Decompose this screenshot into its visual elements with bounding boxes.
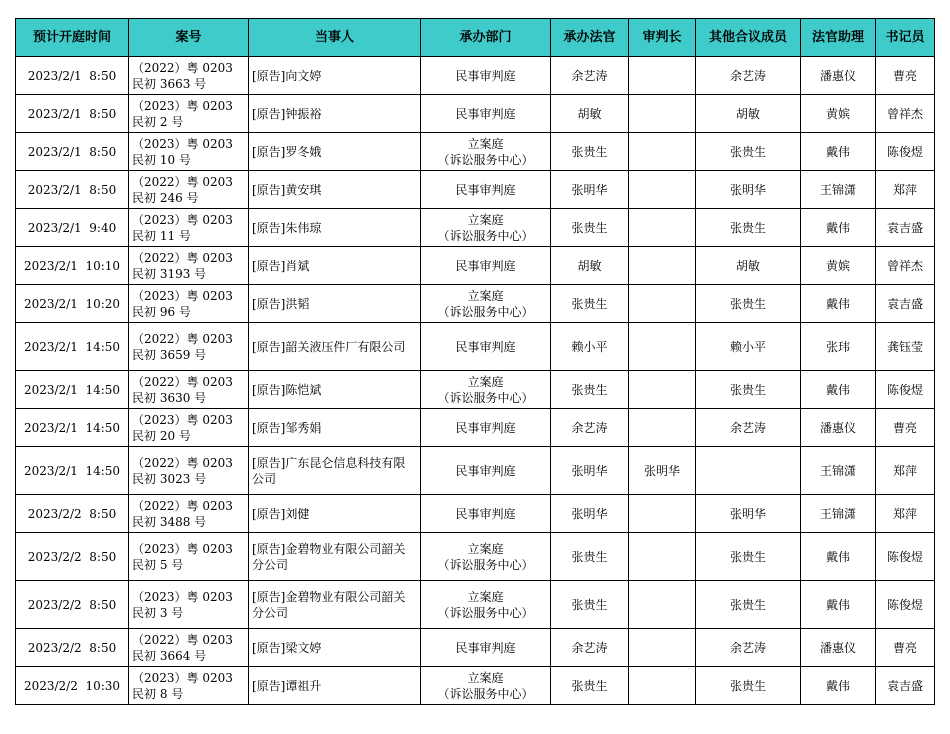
clerk-cell: 袁吉盛 [876,667,935,705]
party-cell: [原告]刘健 [249,495,421,533]
case-number-line-1: （2023）粤 0203 [132,98,233,113]
department-cell [421,409,551,447]
panel-members-cell: 张贵生 [696,285,801,323]
judge-assistant-cell: 戴伟 [801,533,876,581]
department-line-1: 民事审判庭 [455,640,516,655]
case-number-line-1: （2023）粤 0203 [132,589,233,604]
department-cell [421,533,551,581]
judge-assistant-cell: 潘惠仪 [801,629,876,667]
judge-assistant-cell: 戴伟 [801,285,876,323]
judge-assistant-cell: 戴伟 [801,371,876,409]
judge-cell: 张贵生 [551,667,629,705]
department-line-1: 民事审判庭 [455,68,516,83]
department-line-1: 立案庭 [467,541,504,556]
panel-members-cell: 张明华 [696,171,801,209]
table-row [16,629,935,667]
presiding-judge-cell: 张明华 [629,447,696,495]
judge-assistant-cell: 戴伟 [801,209,876,247]
department-line-1: 民事审判庭 [455,182,516,197]
case-number-cell [129,371,249,409]
hearing-time-cell: 2023/2/2 8:50 [16,581,129,629]
judge-cell: 张贵生 [551,533,629,581]
hearing-time-cell: 2023/2/2 8:50 [16,533,129,581]
party-cell: [原告]梁文婷 [249,629,421,667]
judge-assistant-cell: 戴伟 [801,667,876,705]
case-number-cell [129,57,249,95]
clerk-cell: 郑萍 [876,171,935,209]
table-row [16,323,935,371]
case-number-cell [129,133,249,171]
case-number-cell [129,581,249,629]
department-cell [421,629,551,667]
hearing-time-cell: 2023/2/1 8:50 [16,95,129,133]
panel-members-cell: 张明华 [696,495,801,533]
presiding-judge-cell [629,209,696,247]
case-number-line-1: （2023）粤 0203 [132,212,233,227]
table-row [16,285,935,323]
department-line-2: （诉讼服务中心） [437,390,534,405]
presiding-judge-cell [629,629,696,667]
presiding-judge-cell [629,323,696,371]
header-panel-members: 其他合议成员 [696,19,801,57]
panel-members-cell: 张贵生 [696,581,801,629]
header-department: 承办部门 [421,19,551,57]
presiding-judge-cell [629,171,696,209]
clerk-cell: 郑萍 [876,495,935,533]
panel-members-cell: 胡敏 [696,95,801,133]
presiding-judge-cell [629,57,696,95]
department-line-1: 立案庭 [467,136,504,151]
judge-cell: 胡敏 [551,247,629,285]
presiding-judge-cell [629,581,696,629]
case-number-line-1: （2022）粤 0203 [132,455,233,470]
judge-assistant-cell: 黄嫔 [801,247,876,285]
case-number-line-1: （2023）粤 0203 [132,541,233,556]
case-number-line-1: （2023）粤 0203 [132,670,233,685]
judge-cell: 张贵生 [551,285,629,323]
department-cell [421,323,551,371]
case-number-line-2: 民初 96 号 [132,304,191,319]
case-number-line-1: （2022）粤 0203 [132,60,233,75]
panel-members-cell: 胡敏 [696,247,801,285]
hearing-time-cell: 2023/2/1 14:50 [16,371,129,409]
hearing-time-cell: 2023/2/2 8:50 [16,495,129,533]
department-line-1: 民事审判庭 [455,106,516,121]
table-row [16,57,935,95]
department-line-2: （诉讼服务中心） [437,304,534,319]
clerk-cell: 陈俊煜 [876,581,935,629]
party-cell: [原告]肖斌 [249,247,421,285]
clerk-cell: 袁吉盛 [876,285,935,323]
case-number-line-2: 民初 3630 号 [132,390,207,405]
judge-cell: 胡敏 [551,95,629,133]
case-number-cell [129,247,249,285]
case-number-line-2: 民初 5 号 [132,557,184,572]
presiding-judge-cell [629,247,696,285]
department-line-2: （诉讼服务中心） [437,605,534,620]
case-number-line-1: （2022）粤 0203 [132,331,233,346]
judge-cell: 张明华 [551,171,629,209]
case-number-line-2: 民初 3663 号 [132,76,207,91]
clerk-cell: 陈俊煜 [876,371,935,409]
judge-cell: 余艺涛 [551,57,629,95]
clerk-cell: 陈俊煜 [876,133,935,171]
panel-members-cell: 张贵生 [696,371,801,409]
presiding-judge-cell [629,285,696,323]
clerk-cell: 曾祥杰 [876,95,935,133]
case-number-cell [129,209,249,247]
department-cell [421,133,551,171]
table-row [16,581,935,629]
case-number-line-2: 民初 3488 号 [132,514,207,529]
case-number-cell [129,447,249,495]
case-number-cell [129,495,249,533]
department-line-1: 民事审判庭 [455,506,516,521]
party-cell: [原告]金碧物业有限公司韶关分公司 [249,581,421,629]
header-presiding-judge: 审判长 [629,19,696,57]
clerk-cell: 龚钰莹 [876,323,935,371]
case-number-line-2: 民初 3 号 [132,605,184,620]
table-row [16,133,935,171]
department-line-2: （诉讼服务中心） [437,228,534,243]
panel-members-cell [696,447,801,495]
case-number-line-1: （2022）粤 0203 [132,250,233,265]
clerk-cell: 郑萍 [876,447,935,495]
panel-members-cell: 张贵生 [696,533,801,581]
case-number-line-2: 民初 2 号 [132,114,184,129]
department-cell [421,667,551,705]
judge-assistant-cell: 潘惠仪 [801,57,876,95]
case-number-cell [129,171,249,209]
presiding-judge-cell [629,533,696,581]
case-number-cell [129,323,249,371]
judge-assistant-cell: 潘惠仪 [801,409,876,447]
judge-cell: 赖小平 [551,323,629,371]
panel-members-cell: 余艺涛 [696,629,801,667]
party-cell: [原告]钟振裕 [249,95,421,133]
header-case-number: 案号 [129,19,249,57]
panel-members-cell: 赖小平 [696,323,801,371]
clerk-cell: 陈俊煜 [876,533,935,581]
clerk-cell: 曹亮 [876,629,935,667]
panel-members-cell: 余艺涛 [696,409,801,447]
department-cell [421,447,551,495]
hearing-schedule-table [15,18,935,705]
department-cell [421,371,551,409]
party-cell: [原告]谭祖升 [249,667,421,705]
party-cell: [原告]邹秀娟 [249,409,421,447]
department-line-2: （诉讼服务中心） [437,557,534,572]
hearing-time-cell: 2023/2/2 10:30 [16,667,129,705]
party-cell: [原告]广东昆仑信息科技有限公司 [249,447,421,495]
department-cell [421,57,551,95]
party-cell: [原告]朱伟琼 [249,209,421,247]
department-line-1: 立案庭 [467,589,504,604]
judge-cell: 张明华 [551,447,629,495]
party-cell: [原告]韶关液压件厂有限公司 [249,323,421,371]
presiding-judge-cell [629,371,696,409]
party-cell: [原告]洪韬 [249,285,421,323]
judge-assistant-cell: 王锦潇 [801,495,876,533]
clerk-cell: 曹亮 [876,409,935,447]
department-line-2: （诉讼服务中心） [437,152,534,167]
department-line-1: 立案庭 [467,670,504,685]
table-row [16,371,935,409]
case-number-line-2: 民初 3664 号 [132,648,207,663]
panel-members-cell: 张贵生 [696,667,801,705]
judge-cell: 张贵生 [551,371,629,409]
table-row [16,667,935,705]
case-number-cell [129,667,249,705]
panel-members-cell: 余艺涛 [696,57,801,95]
department-line-2: （诉讼服务中心） [437,686,534,701]
case-number-line-1: （2022）粤 0203 [132,174,233,189]
hearing-time-cell: 2023/2/1 8:50 [16,171,129,209]
department-line-1: 民事审判庭 [455,339,516,354]
case-number-line-2: 民初 3023 号 [132,471,207,486]
header-party: 当事人 [249,19,421,57]
presiding-judge-cell [629,95,696,133]
department-cell [421,581,551,629]
hearing-time-cell: 2023/2/1 9:40 [16,209,129,247]
judge-assistant-cell: 戴伟 [801,581,876,629]
case-number-line-2: 民初 3193 号 [132,266,207,281]
table-row [16,209,935,247]
hearing-time-cell: 2023/2/1 10:20 [16,285,129,323]
header-row [16,19,935,57]
department-cell [421,209,551,247]
table-row [16,247,935,285]
department-cell [421,285,551,323]
table-row [16,171,935,209]
party-cell: [原告]陈恺斌 [249,371,421,409]
case-number-cell [129,285,249,323]
case-number-cell [129,409,249,447]
judge-cell: 张贵生 [551,209,629,247]
case-number-cell [129,533,249,581]
judge-cell: 张明华 [551,495,629,533]
department-cell [421,247,551,285]
table-row [16,409,935,447]
case-number-line-1: （2022）粤 0203 [132,632,233,647]
department-cell [421,495,551,533]
table-row [16,95,935,133]
case-number-line-1: （2023）粤 0203 [132,136,233,151]
clerk-cell: 曹亮 [876,57,935,95]
hearing-time-cell: 2023/2/1 14:50 [16,409,129,447]
presiding-judge-cell [629,667,696,705]
judge-assistant-cell: 戴伟 [801,133,876,171]
hearing-time-cell: 2023/2/1 14:50 [16,323,129,371]
department-line-1: 民事审判庭 [455,420,516,435]
party-cell: [原告]黄安琪 [249,171,421,209]
panel-members-cell: 张贵生 [696,133,801,171]
panel-members-cell: 张贵生 [696,209,801,247]
clerk-cell: 曾祥杰 [876,247,935,285]
presiding-judge-cell [629,495,696,533]
judge-assistant-cell: 张玮 [801,323,876,371]
hearing-time-cell: 2023/2/1 14:50 [16,447,129,495]
case-number-line-1: （2023）粤 0203 [132,412,233,427]
judge-cell: 张贵生 [551,133,629,171]
case-number-cell [129,629,249,667]
case-number-line-2: 民初 8 号 [132,686,184,701]
judge-cell: 余艺涛 [551,409,629,447]
case-number-line-1: （2023）粤 0203 [132,288,233,303]
case-number-line-2: 民初 246 号 [132,190,199,205]
party-cell: [原告]向文婷 [249,57,421,95]
hearing-time-cell: 2023/2/1 10:10 [16,247,129,285]
judge-assistant-cell: 王锦潇 [801,171,876,209]
header-hearing-time: 预计开庭时间 [16,19,129,57]
department-line-1: 民事审判庭 [455,258,516,273]
case-number-line-2: 民初 3659 号 [132,347,207,362]
header-judge-assistant: 法官助理 [801,19,876,57]
department-line-1: 民事审判庭 [455,463,516,478]
department-line-1: 立案庭 [467,288,504,303]
case-number-line-2: 民初 10 号 [132,152,191,167]
hearing-time-cell: 2023/2/2 8:50 [16,629,129,667]
header-judge: 承办法官 [551,19,629,57]
case-number-line-2: 民初 11 号 [132,228,191,243]
table-row [16,495,935,533]
case-number-cell [129,95,249,133]
presiding-judge-cell [629,409,696,447]
hearing-time-cell: 2023/2/1 8:50 [16,57,129,95]
department-line-1: 立案庭 [467,212,504,227]
judge-cell: 张贵生 [551,581,629,629]
table-row [16,447,935,495]
header-clerk: 书记员 [876,19,935,57]
department-cell [421,95,551,133]
judge-assistant-cell: 黄嫔 [801,95,876,133]
department-cell [421,171,551,209]
table-row [16,533,935,581]
presiding-judge-cell [629,133,696,171]
case-number-line-1: （2022）粤 0203 [132,498,233,513]
judge-cell: 余艺涛 [551,629,629,667]
party-cell: [原告]罗冬娥 [249,133,421,171]
case-number-line-2: 民初 20 号 [132,428,191,443]
hearing-time-cell: 2023/2/1 8:50 [16,133,129,171]
case-number-line-1: （2022）粤 0203 [132,374,233,389]
department-line-1: 立案庭 [467,374,504,389]
party-cell: [原告]金碧物业有限公司韶关分公司 [249,533,421,581]
clerk-cell: 袁吉盛 [876,209,935,247]
judge-assistant-cell: 王锦潇 [801,447,876,495]
